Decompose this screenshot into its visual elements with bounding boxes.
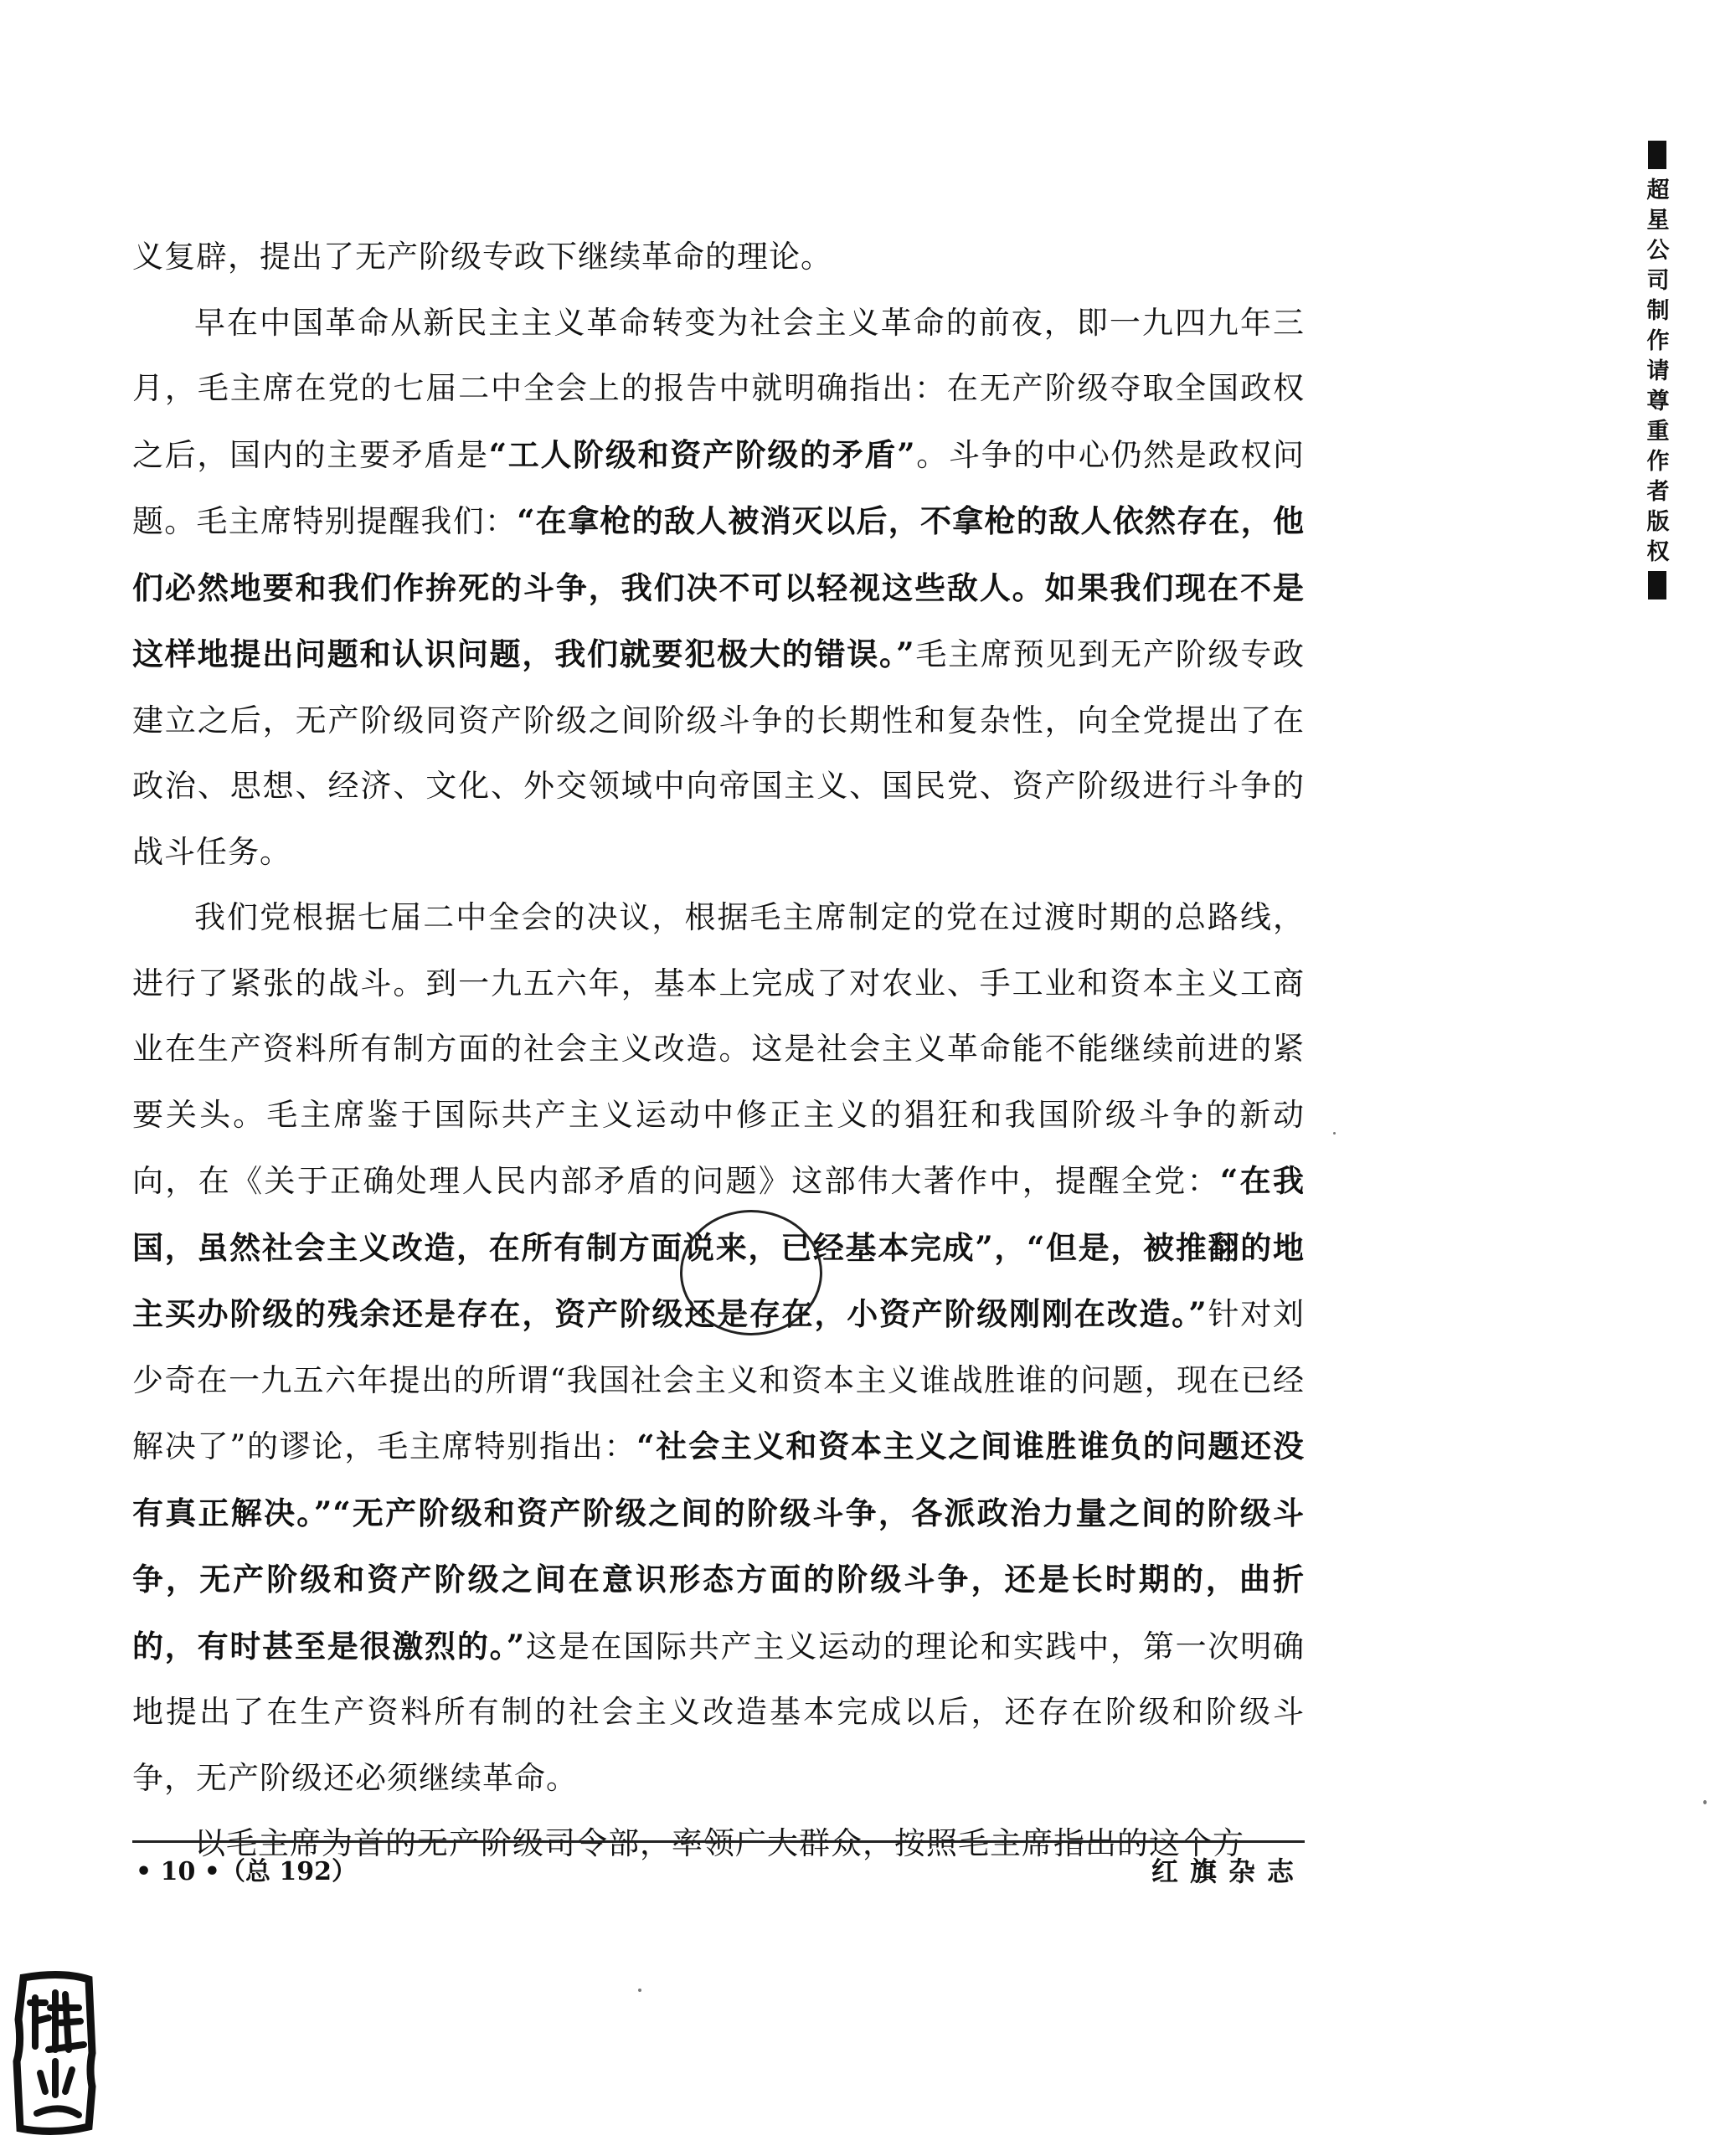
side-bar-bottom [1648, 571, 1666, 599]
scan-speck [1703, 1800, 1707, 1804]
scan-speck [638, 1989, 641, 1992]
text-run: 早在中国革命从新民主主义革命转变为社会主义革命的前夜，即一九四九年三月，毛主席在党的七届二中全会上的报告中就明确指出：在无产阶级夺取全国政权之后，国内的主要矛盾是 [132, 304, 1305, 473]
text-run: 以毛主席为首的无产阶级司令部，率领广大群众，按照毛主席指出的这个方 [194, 1825, 1244, 1861]
pen-circle-mark [680, 1210, 822, 1335]
article-body [132, 224, 1305, 1877]
text-run: 。斗争的中心仍然是政权问题。毛主席特别提醒我们： [132, 436, 1306, 539]
text-run: 针对刘少奇在一九五六年提出的所谓“我国社会主义和资本主义谁战胜谁的问题，现在已经解决了”的谬论，毛主席特别指出： [132, 1296, 1306, 1464]
text-run: 毛主席预见到无产阶级专政建立之后，无产阶级同资产阶级之间阶级斗争的长期性和复杂性，向全党提出了在政治、思想、经济、文化、外交领域中向帝国主义、国民党、资产阶级进行斗争的战斗任务。 [132, 636, 1305, 870]
paragraph [132, 885, 1305, 1811]
paragraph [132, 291, 1305, 886]
quotation-bold: “工人阶级和资产阶级的矛盾” [488, 435, 916, 473]
quotation-bold: “社会主义和资本主义之间谁胜谁负的问题还没有真正解决。”“无产阶级和资产阶级之间的阶级斗争，各派政治力量之间的阶级斗争，无产阶级和资产阶级之间在意识形态方面的阶级斗争，还是长时期的，曲折的，有时甚至是很激烈的。” [132, 1428, 1306, 1665]
journal-name: 红旗杂志 [1151, 1855, 1306, 1887]
text-run: 这是在国际共产主义运动的理论和实践中，第一次明确地提出了在生产资料所有制的社会主义改造基本完成以后，还存在阶级和阶级斗争，无产阶级还必须继续革命。 [132, 1628, 1305, 1796]
scan-speck [1333, 1132, 1336, 1135]
footer-rule [132, 1840, 1305, 1843]
text-run: 义复辟，提出了无产阶级专政下继续革命的理论。 [132, 239, 832, 275]
side-bar-top [1648, 141, 1666, 169]
text-run: 我们党根据七届二中全会的决议，根据毛主席制定的党在过渡时期的总路线，进行了紧张的战斗。到一九五六年，基本上完成了对农业、手工业和资本主义工商业在生产资料所有制方面的社会主义改造。这是社会主义革命能不能继续前进的紧要关头。毛主席鉴于国际共产主义运动中修正主义的猖狂和我国阶级斗争的新动向，在《关于正确处理人民内部矛盾的问题》这部伟大著作中，提醒全党： [132, 899, 1305, 1199]
paragraph [132, 224, 1305, 291]
copyright-notice: 超星公司制作请尊重作者版权 [1646, 178, 1670, 565]
quotation-bold: “在我国，虽然社会主义改造，在所有制方面说来，已经基本完成”，“但是，被推翻的地主买办阶级的残余还是存在，资产阶级还是存在，小资产阶级刚刚在改造。” [132, 1162, 1305, 1332]
seal-stamp [12, 1969, 99, 2137]
quotation-bold: “在拿枪的敌人被消灭以后，不拿枪的敌人依然存在，他们必然地要和我们作拚死的斗争，我们决不可以轻视这些敌人。如果我们现在不是这样地提出问题和认识问题，我们就要犯极大的错误。” [132, 502, 1306, 672]
page-number: • 10 •（总 192） [136, 1857, 358, 1886]
